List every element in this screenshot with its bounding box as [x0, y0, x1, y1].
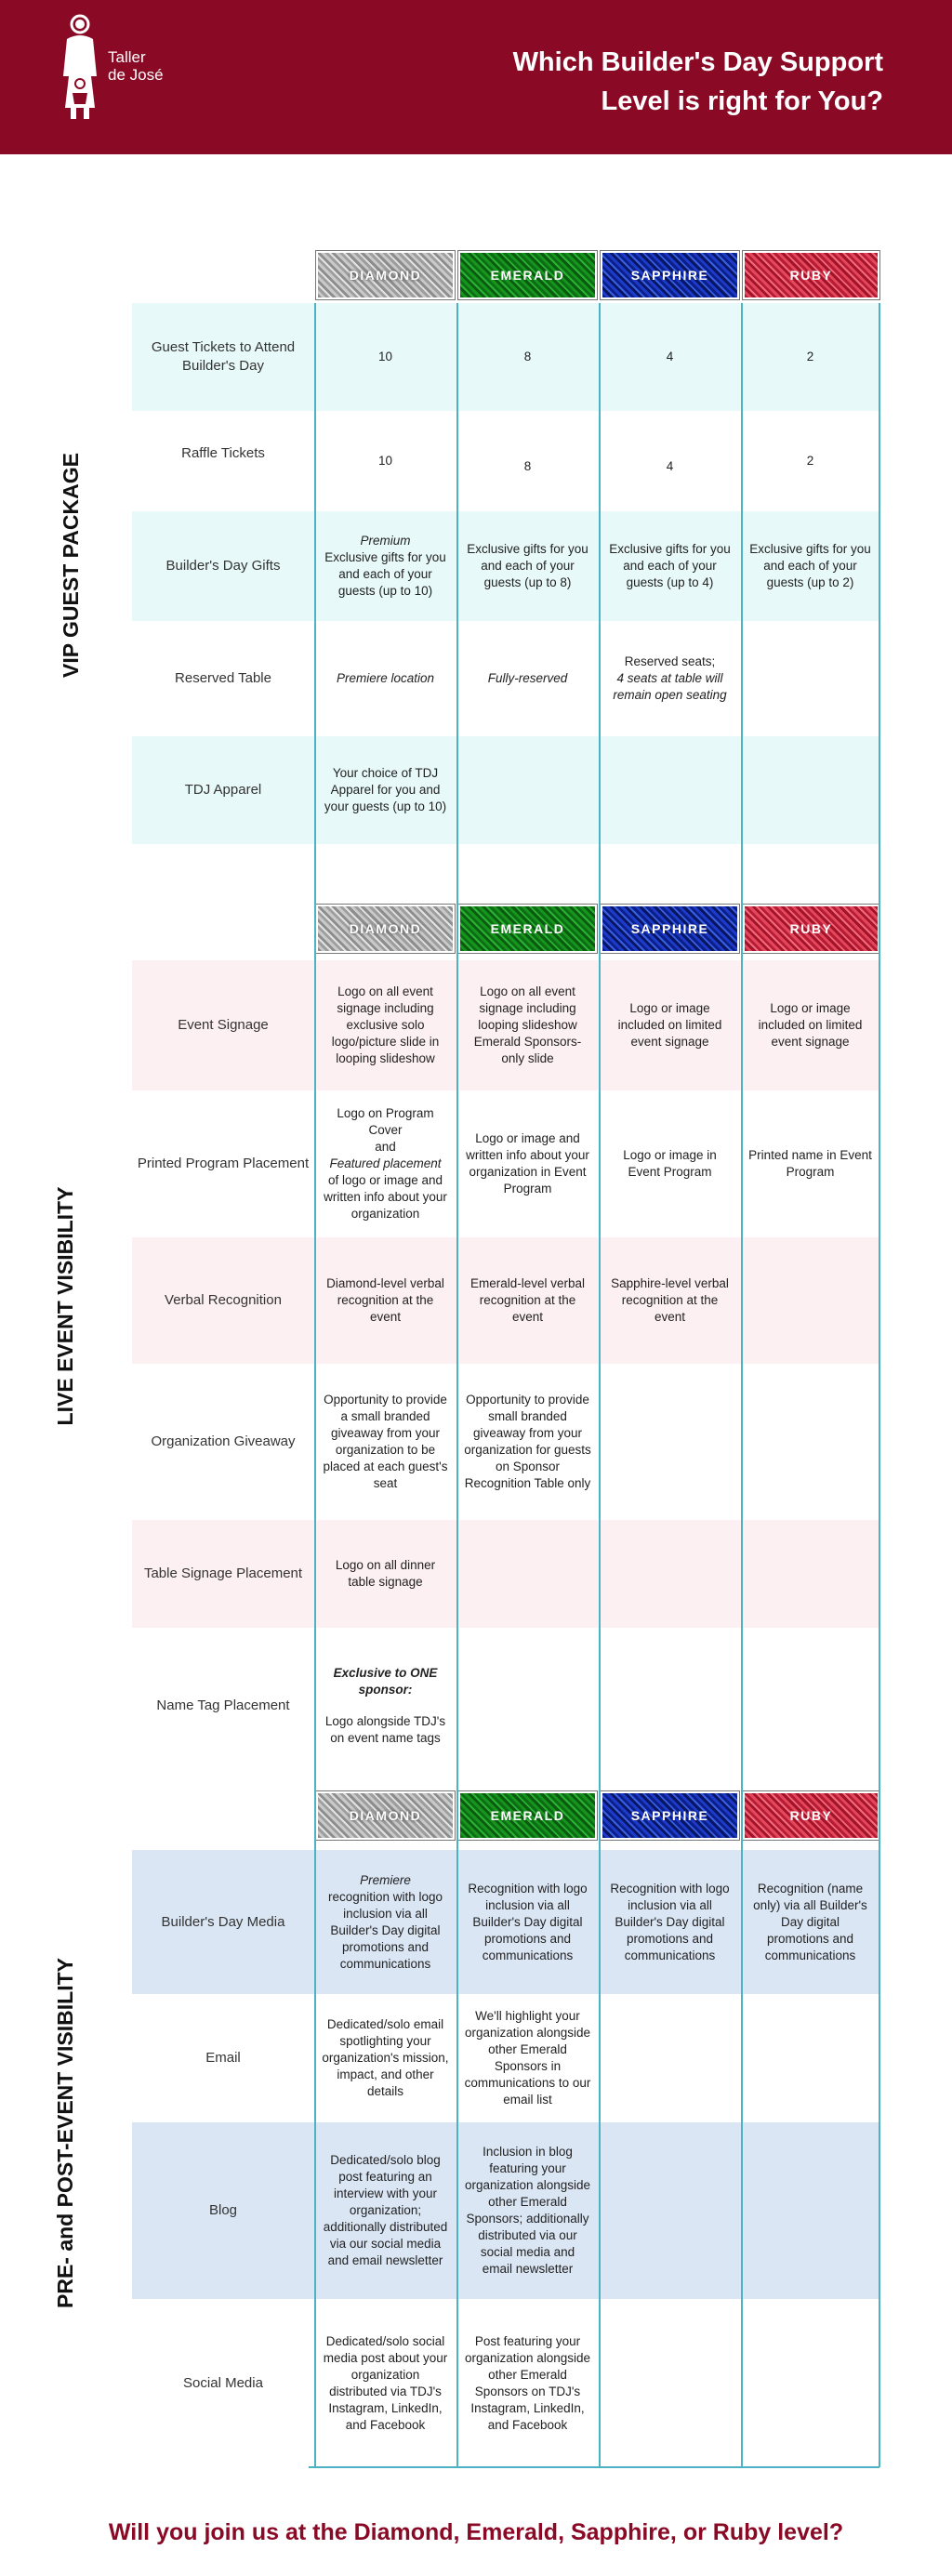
table-row: [132, 621, 879, 736]
cell-emerald: [456, 1520, 599, 1628]
table-row: [132, 303, 879, 411]
cell-emerald: 8: [523, 350, 532, 363]
table-row: [132, 1994, 879, 2122]
cell-emerald: Recognition with logo inclusion via all Builder's Day digital promotions and communications: [468, 1881, 588, 1962]
title-line2: Level is right for You?: [601, 86, 883, 116]
cell-diamond: Logo on all dinner table signage: [335, 1558, 436, 1589]
cell-diamond: [314, 1090, 456, 1237]
cell-text: Logo alongside TDJ's on event name tags: [324, 1713, 446, 1745]
vip-table: [132, 303, 879, 846]
tier-ruby-header: RUBY: [743, 1791, 879, 1840]
row-label: Blog: [208, 2202, 238, 2218]
cell-diamond: Opportunity to provide a small branded giveaway from your organization to be placed at each guest's seat: [323, 1393, 448, 1490]
cell-ruby: Printed name in Event Program: [748, 1148, 872, 1179]
cell-text: Exclusive gifts for you and each of your guests (up to 10): [324, 550, 446, 598]
cell-ruby: 2: [806, 350, 814, 363]
cell-diamond: Your choice of TDJ Apparel for you and your guests (up to 10): [324, 766, 447, 813]
cell-sapphire: [599, 1520, 741, 1628]
tier-diamond-header: DIAMOND: [316, 905, 455, 953]
cell-ruby: 2: [806, 454, 814, 468]
row-label: Builder's Day Media: [161, 1913, 285, 1930]
row-label: Table Signage Placement: [143, 1565, 303, 1581]
tier-sapphire-header: SAPPHIRE: [601, 1791, 739, 1840]
cell-emerald: Logo on all event signage including looping slideshow Emerald Sponsors-only slide: [473, 984, 582, 1065]
cell-ruby: [741, 1364, 879, 1520]
live-event-table: [132, 960, 879, 1783]
page-title: [400, 43, 883, 121]
cell-sapphire: [599, 621, 741, 736]
cell-ruby: Exclusive gifts for you and each of your guests (up to 2): [749, 542, 871, 589]
logo-text-line1: Taller: [108, 48, 146, 66]
cell-emerald: Opportunity to provide small branded giveaway from your organization for guests on Sponsor Recognition Table only: [464, 1393, 591, 1490]
cell-diamond: Premiere location: [336, 671, 435, 685]
cell-ruby: [741, 1520, 879, 1628]
cell-emerald: [456, 1628, 599, 1783]
cell-sapphire: 4: [666, 459, 674, 473]
table-row: [132, 1520, 879, 1628]
cell-ruby: [741, 2122, 879, 2299]
grid-line: [599, 303, 601, 2467]
row-label: Printed Program Placement: [137, 1156, 310, 1171]
cell-ruby: [741, 621, 879, 736]
row-label: Verbal Recognition: [165, 1292, 282, 1308]
row-label: Name Tag Placement: [156, 1697, 290, 1713]
cell-sapphire: [599, 1994, 741, 2122]
cell-sapphire: Exclusive gifts for you and each of your guests (up to 4): [609, 542, 731, 589]
tier-diamond-header: DIAMOND: [316, 1791, 455, 1840]
row-label: Social Media: [183, 2374, 263, 2391]
tier-diamond-header: DIAMOND: [316, 251, 455, 299]
cell-emphasis: Featured placement: [329, 1156, 442, 1170]
cell-emerald: Inclusion in blog featuring your organization alongside other Emerald Sponsors; additionally distributed via our social media and email newsletter: [464, 2145, 591, 2276]
cell-diamond: [314, 1628, 456, 1783]
cell-sapphire: 4: [666, 350, 674, 363]
header-banner: [0, 0, 952, 154]
table-row: [132, 1628, 879, 1783]
table-row: [132, 1364, 879, 1520]
cell-sapphire: [599, 2299, 741, 2467]
cell-emphasis: Premium: [360, 534, 411, 548]
row-label: Organization Giveaway: [151, 1433, 296, 1449]
cell-ruby: [741, 1237, 879, 1364]
cell-emerald: [456, 736, 599, 844]
logo-wordmark: [108, 48, 164, 84]
row-label: Reserved Table: [175, 670, 271, 686]
row-label: Email: [205, 2050, 241, 2066]
cell-ruby: [741, 1994, 879, 2122]
call-to-action: Will you join us at the Diamond, Emerald, Sapphire, or Ruby level?: [108, 2519, 844, 2545]
row-label: Builder's Day Gifts: [165, 558, 281, 574]
live-event-section-title: LIVE EVENT VISIBILITY: [53, 1186, 77, 1426]
cell-text: Logo on Program Cover: [337, 1106, 434, 1137]
vip-section-title: VIP GUEST PACKAGE: [59, 453, 83, 678]
cell-emerald: We'll highlight your organization alongside other Emerald Sponsors in communications to our email list: [464, 2009, 591, 2107]
table-row: [132, 736, 879, 844]
cell-emphasis: Premiere: [360, 1872, 411, 1887]
cell-ruby: [741, 1628, 879, 1783]
tier-ruby-header: RUBY: [743, 251, 879, 299]
cell-diamond: [314, 511, 456, 621]
cell-emerald: Post featuring your organization alongside other Emerald Sponsors on TDJ's Instagram, LinkedIn, and Facebook: [464, 2333, 591, 2432]
table-row: [132, 1850, 879, 1994]
tier-emerald-header: EMERALD: [458, 905, 597, 953]
table-row: [132, 1090, 879, 1237]
row-label: Event Signage: [178, 1017, 269, 1033]
grid-line: [741, 303, 743, 2467]
tier-sapphire-header: SAPPHIRE: [601, 251, 739, 299]
cell-emphasis: 4 seats at table will remain open seating: [613, 671, 727, 702]
cell-diamond: [314, 1850, 456, 1994]
cell-sapphire: [599, 1364, 741, 1520]
cell-sapphire: Logo or image in Event Program: [623, 1148, 717, 1179]
tier-emerald-header: EMERALD: [458, 251, 597, 299]
cell-ruby: [741, 736, 879, 844]
row-label: Guest Tickets to Attend Builder's Day: [151, 339, 296, 374]
pre-post-section-title: PRE- and POST-EVENT VISIBILITY: [53, 1958, 77, 2308]
tier-ruby-header: RUBY: [743, 905, 879, 953]
table-row: [132, 511, 879, 621]
cell-sapphire: Recognition with logo inclusion via all Builder's Day digital promotions and communications: [610, 1881, 730, 1962]
cell-emphasis: Exclusive to ONE sponsor:: [333, 1665, 438, 1697]
cell-emerald: Emerald-level verbal recognition at the event: [469, 1276, 586, 1324]
cell-sapphire: [599, 736, 741, 844]
cell-sapphire: Logo or image included on limited event signage: [617, 1001, 722, 1049]
cell-diamond: 10: [377, 454, 393, 468]
cell-sapphire: Sapphire-level verbal recognition at the event: [611, 1276, 729, 1324]
cell-emerald: 8: [523, 459, 532, 473]
pre-post-event-table: [132, 1850, 879, 2467]
logo-text-line2: de José: [108, 66, 164, 84]
cell-diamond: Dedicated/solo blog post featuring an interview with your organization; additionally distributed via our social media and email newsletter: [323, 2153, 448, 2267]
grid-line: [309, 2466, 879, 2468]
cell-ruby: Logo or image included on limited event signage: [758, 1001, 863, 1049]
cell-text: of logo or image and written info about your organization: [324, 1173, 447, 1221]
cell-ruby: [741, 2299, 879, 2467]
cell-diamond: Logo on all event signage including exclusive solo logo/picture slide in looping slideshow: [331, 984, 440, 1065]
cell-text: recognition with logo inclusion via all Builder's Day digital promotions and communications: [327, 1889, 443, 1971]
cell-diamond: Dedicated/solo social media post about your organization distributed via TDJ's Instagram, LinkedIn, and Facebook: [323, 2333, 448, 2432]
cell-sapphire: [599, 2122, 741, 2299]
cell-emerald: Exclusive gifts for you and each of your guests (up to 8): [467, 542, 588, 589]
table-row: [132, 960, 879, 1090]
cell-text: Reserved seats;: [624, 654, 716, 668]
grid-line: [879, 303, 880, 2467]
table-row: [132, 1237, 879, 1364]
title-line1: Which Builder's Day Support: [512, 47, 883, 77]
row-label: Raffle Tickets: [181, 445, 265, 461]
grid-line: [456, 303, 458, 2467]
cell-emerald: Fully-reserved: [487, 671, 568, 685]
cell-emerald: Logo or image and written info about your organization in Event Program: [466, 1131, 589, 1196]
cell-diamond: 10: [377, 350, 393, 363]
table-row: [132, 2122, 879, 2299]
grid-line: [314, 303, 316, 2467]
row-label: TDJ Apparel: [184, 782, 262, 798]
tier-emerald-header: EMERALD: [458, 1791, 597, 1840]
cell-diamond: Diamond-level verbal recognition at the event: [326, 1276, 444, 1324]
cell-diamond: Dedicated/solo email spotlighting your organization's mission, impact, and other details: [322, 2017, 449, 2098]
table-row: [132, 411, 879, 511]
cell-ruby: Recognition (name only) via all Builder's Day digital promotions and communications: [753, 1881, 867, 1962]
tier-sapphire-header: SAPPHIRE: [601, 905, 739, 953]
table-row: [132, 2299, 879, 2467]
cell-text: and: [375, 1140, 396, 1154]
cell-sapphire: [599, 1628, 741, 1783]
